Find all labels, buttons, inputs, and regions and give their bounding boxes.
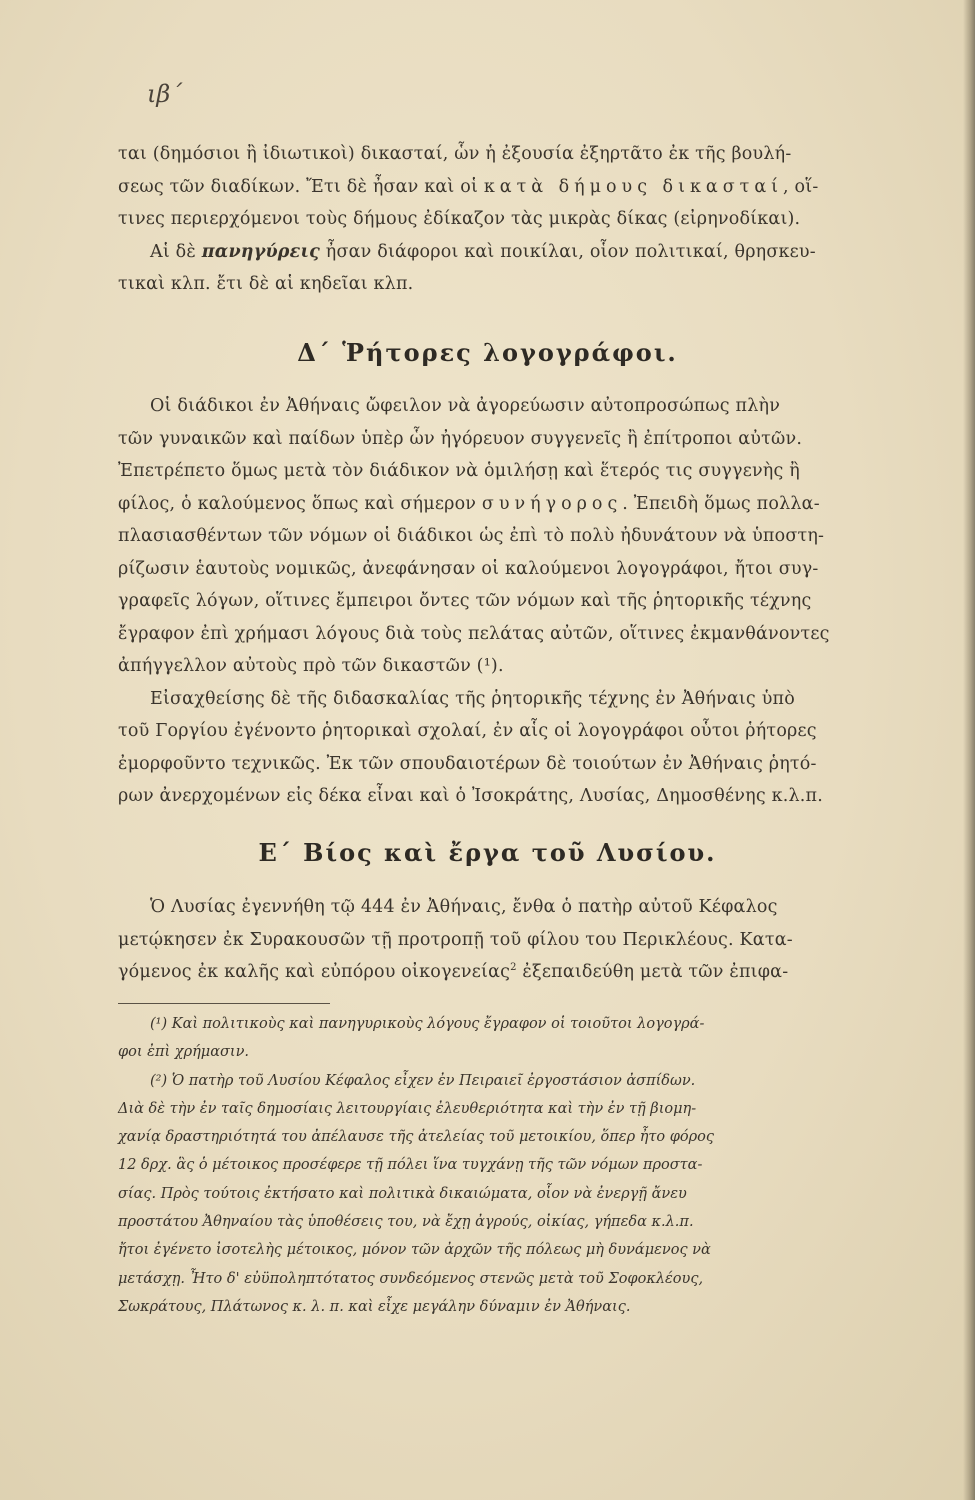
footnote-line: (²) Ὁ πατὴρ τοῦ Λυσίου Κέφαλος εἶχεν ἐν Πειραιεῖ ἐργοστάσιον ἀσπίδων. <box>150 1072 696 1089</box>
text-line: τινες περιερχόμενοι τοὺς δήμους ἐδίκαζον τὰς μικρὰς δίκας (εἰρηνοδίκαι). <box>118 209 801 229</box>
section-e-body <box>118 891 914 989</box>
footnote-line: φοι ἐπὶ χρήμασιν. <box>118 1044 250 1061</box>
footnote-line: Σωκράτους, Πλάτωνος κ. λ. π. καὶ εἶχε μεγάλην δύναμιν ἐν Ἀθήναις. <box>118 1298 631 1315</box>
emphasis-text: πανηγύρεις <box>201 241 321 262</box>
text-line: γραφεῖς λόγων, οἵτινες ἔμπειροι ὄντες τῶν νόμων καὶ τῆς ῥητορικῆς τέχνης <box>118 591 812 611</box>
footnote-divider <box>118 1003 330 1004</box>
emphasis-text: συνήγορος <box>481 493 623 514</box>
text-line: ρων ἀνερχομένων εἰς δέκα εἶναι καὶ ὁ Ἰσοκράτης, Λυσίας, Δημοσθένης κ.λ.π. <box>118 786 824 806</box>
section-heading-e: Ε΄ Βίος καὶ ἔργα τοῦ Λυσίου. <box>258 838 717 867</box>
footnote-line: Διὰ δὲ τὴν ἐν ταῖς δημοσίαις λειτουργίαις ἐλευθεριότητα καὶ τὴν ἐν τῇ βιομη- <box>118 1100 697 1117</box>
text-line: τικαὶ κλπ. ἔτι δὲ αἱ κηδεῖαι κλπ. <box>118 274 414 294</box>
section-continuation <box>118 138 914 301</box>
text-line: φίλος, ὁ καλούμενος ὅπως καὶ σήμερον συνήγορος. Ἐπειδὴ ὅμως πολλα- <box>118 493 820 514</box>
text-line: ται (δημόσιοι ἢ ἰδιωτικοὶ) δικασταί, ὧν ἡ ἐξουσία ἐξηρτᾶτο ἐκ τῆς βουλή- <box>118 144 792 164</box>
text-line: ἀπήγγελλον αὐτοὺς πρὸ τῶν δικαστῶν (¹). <box>118 656 504 676</box>
text-line: Ὁ Λυσίας ἐγεννήθη τῷ 444 ἐν Ἀθήναις, ἔνθα ὁ πατὴρ αὐτοῦ Κέφαλος <box>150 897 778 917</box>
text-line: πλασιασθέντων τῶν νόμων οἱ διάδικοι ὡς ἐπὶ τὸ πολὺ ἠδυνάτουν νὰ ὑποστη- <box>118 526 825 546</box>
text-line: τῶν γυναικῶν καὶ παίδων ὑπὲρ ὧν ἠγόρευον συγγενεῖς ἢ ἐπίτροποι αὐτῶν. <box>118 428 803 449</box>
text-line: Ἐπετρέπετο ὅμως μετὰ τὸν διάδικον νὰ ὁμιλήσῃ καὶ ἕτερός τις συγγενὴς ἢ <box>118 461 800 481</box>
footnotes <box>118 1010 914 1321</box>
footnote-line: (¹) Καὶ πολιτικοὺς καὶ πανηγυρικοὺς λόγους ἔγραφον οἱ τοιοῦτοι λογογρά- <box>150 1016 705 1032</box>
text-line: ρίζωσιν ἑαυτοὺς νομικῶς, ἀνεφάνησαν οἱ καλούμενοι λογογράφοι, ἤτοι συγ- <box>118 558 819 579</box>
emphasis-text: κατὰ δήμους δικασταί <box>483 176 784 197</box>
footnote-line: 12 δρχ. ἃς ὁ μέτοικος προσέφερε τῇ πόλει ἵνα τυγχάνῃ τῆς τῶν νόμων προστα- <box>118 1157 703 1174</box>
footnote-line: ἤτοι ἐγένετο ἰσοτελὴς μέτοικος, μόνον τῶν ἀρχῶν τῆς πόλεως μὴ δυνάμενος νὰ <box>118 1242 711 1259</box>
footnote-line: σίας. Πρὸς τούτοις ἐκτήσατο καὶ πολιτικὰ δικαιώματα, οἷον νὰ ἐνεργῇ ἄνευ <box>118 1185 687 1202</box>
text-line: γόμενος ἐκ καλῆς καὶ εὐπόρου οἰκογενείας$^2$ ἐξεπαιδεύθη μετὰ τῶν ἐπιφα- <box>118 962 789 982</box>
text-line: τοῦ Γοργίου ἐγένοντο ῥητορικαὶ σχολαί, ἐν αἷς οἱ λογογράφοι οὗτοι ῥήτορες <box>118 721 817 741</box>
footnote-marker: 2 <box>510 962 517 974</box>
text-line: ἐμορφοῦντο τεχνικῶς. Ἐκ τῶν σπουδαιοτέρων δὲ τοιούτων ἐν Ἀθήναις ῥητό- <box>118 753 817 774</box>
binding-edge <box>963 0 975 1500</box>
text-line: Αἱ δὲ πανηγύρεις ἦσαν διάφοροι καὶ ποικίλαι, οἷον πολιτικαί, θρησκευ- <box>150 241 816 262</box>
text-line: Οἱ διάδικοι ἐν Ἀθήναις ὤφειλον νὰ ἀγορεύωσιν αὐτοπροσώπως πλὴν <box>150 396 781 416</box>
section-d-body <box>118 390 914 813</box>
text-line: ἔγραφον ἐπὶ χρήμασι λόγους διὰ τοὺς πελάτας αὐτῶν, οἵτινες ἐκμανθάνοντες <box>118 623 830 644</box>
text-line: μετῴκησεν ἐκ Συρακουσῶν τῇ προτροπῇ τοῦ φίλου του Περικλέους. Κατα- <box>118 929 793 950</box>
section-heading-d: Δ΄ Ῥήτορες λογογράφοι. <box>297 338 678 367</box>
text-line: σεως τῶν διαδίκων. Ἔτι δὲ ἦσαν καὶ οἱ κατὰ δήμους δικασταί, οἵ- <box>118 176 819 197</box>
footnote-line: χανίᾳ δραστηριότητά του ἀπέλαυσε τῆς ἀτελείας τοῦ μετοικίου, ὅπερ ἦτο φόρος <box>118 1129 715 1146</box>
page-number: ιβ΄ <box>147 80 183 108</box>
footnote-line: προστάτου Ἀθηναίου τὰς ὑποθέσεις του, νὰ ἔχῃ ἀγρούς, οἰκίας, γήπεδα κ.λ.π. <box>118 1214 694 1231</box>
footnote-line: μετάσχῃ. Ἦτο δ' εὐϋποληπτότατος συνδεόμενος στενῶς μετὰ τοῦ Σοφοκλέους, <box>118 1270 704 1287</box>
text-line: Εἰσαχθείσης δὲ τῆς διδασκαλίας τῆς ῥητορικῆς τέχνης ἐν Ἀθήναις ὑπὸ <box>150 688 795 709</box>
